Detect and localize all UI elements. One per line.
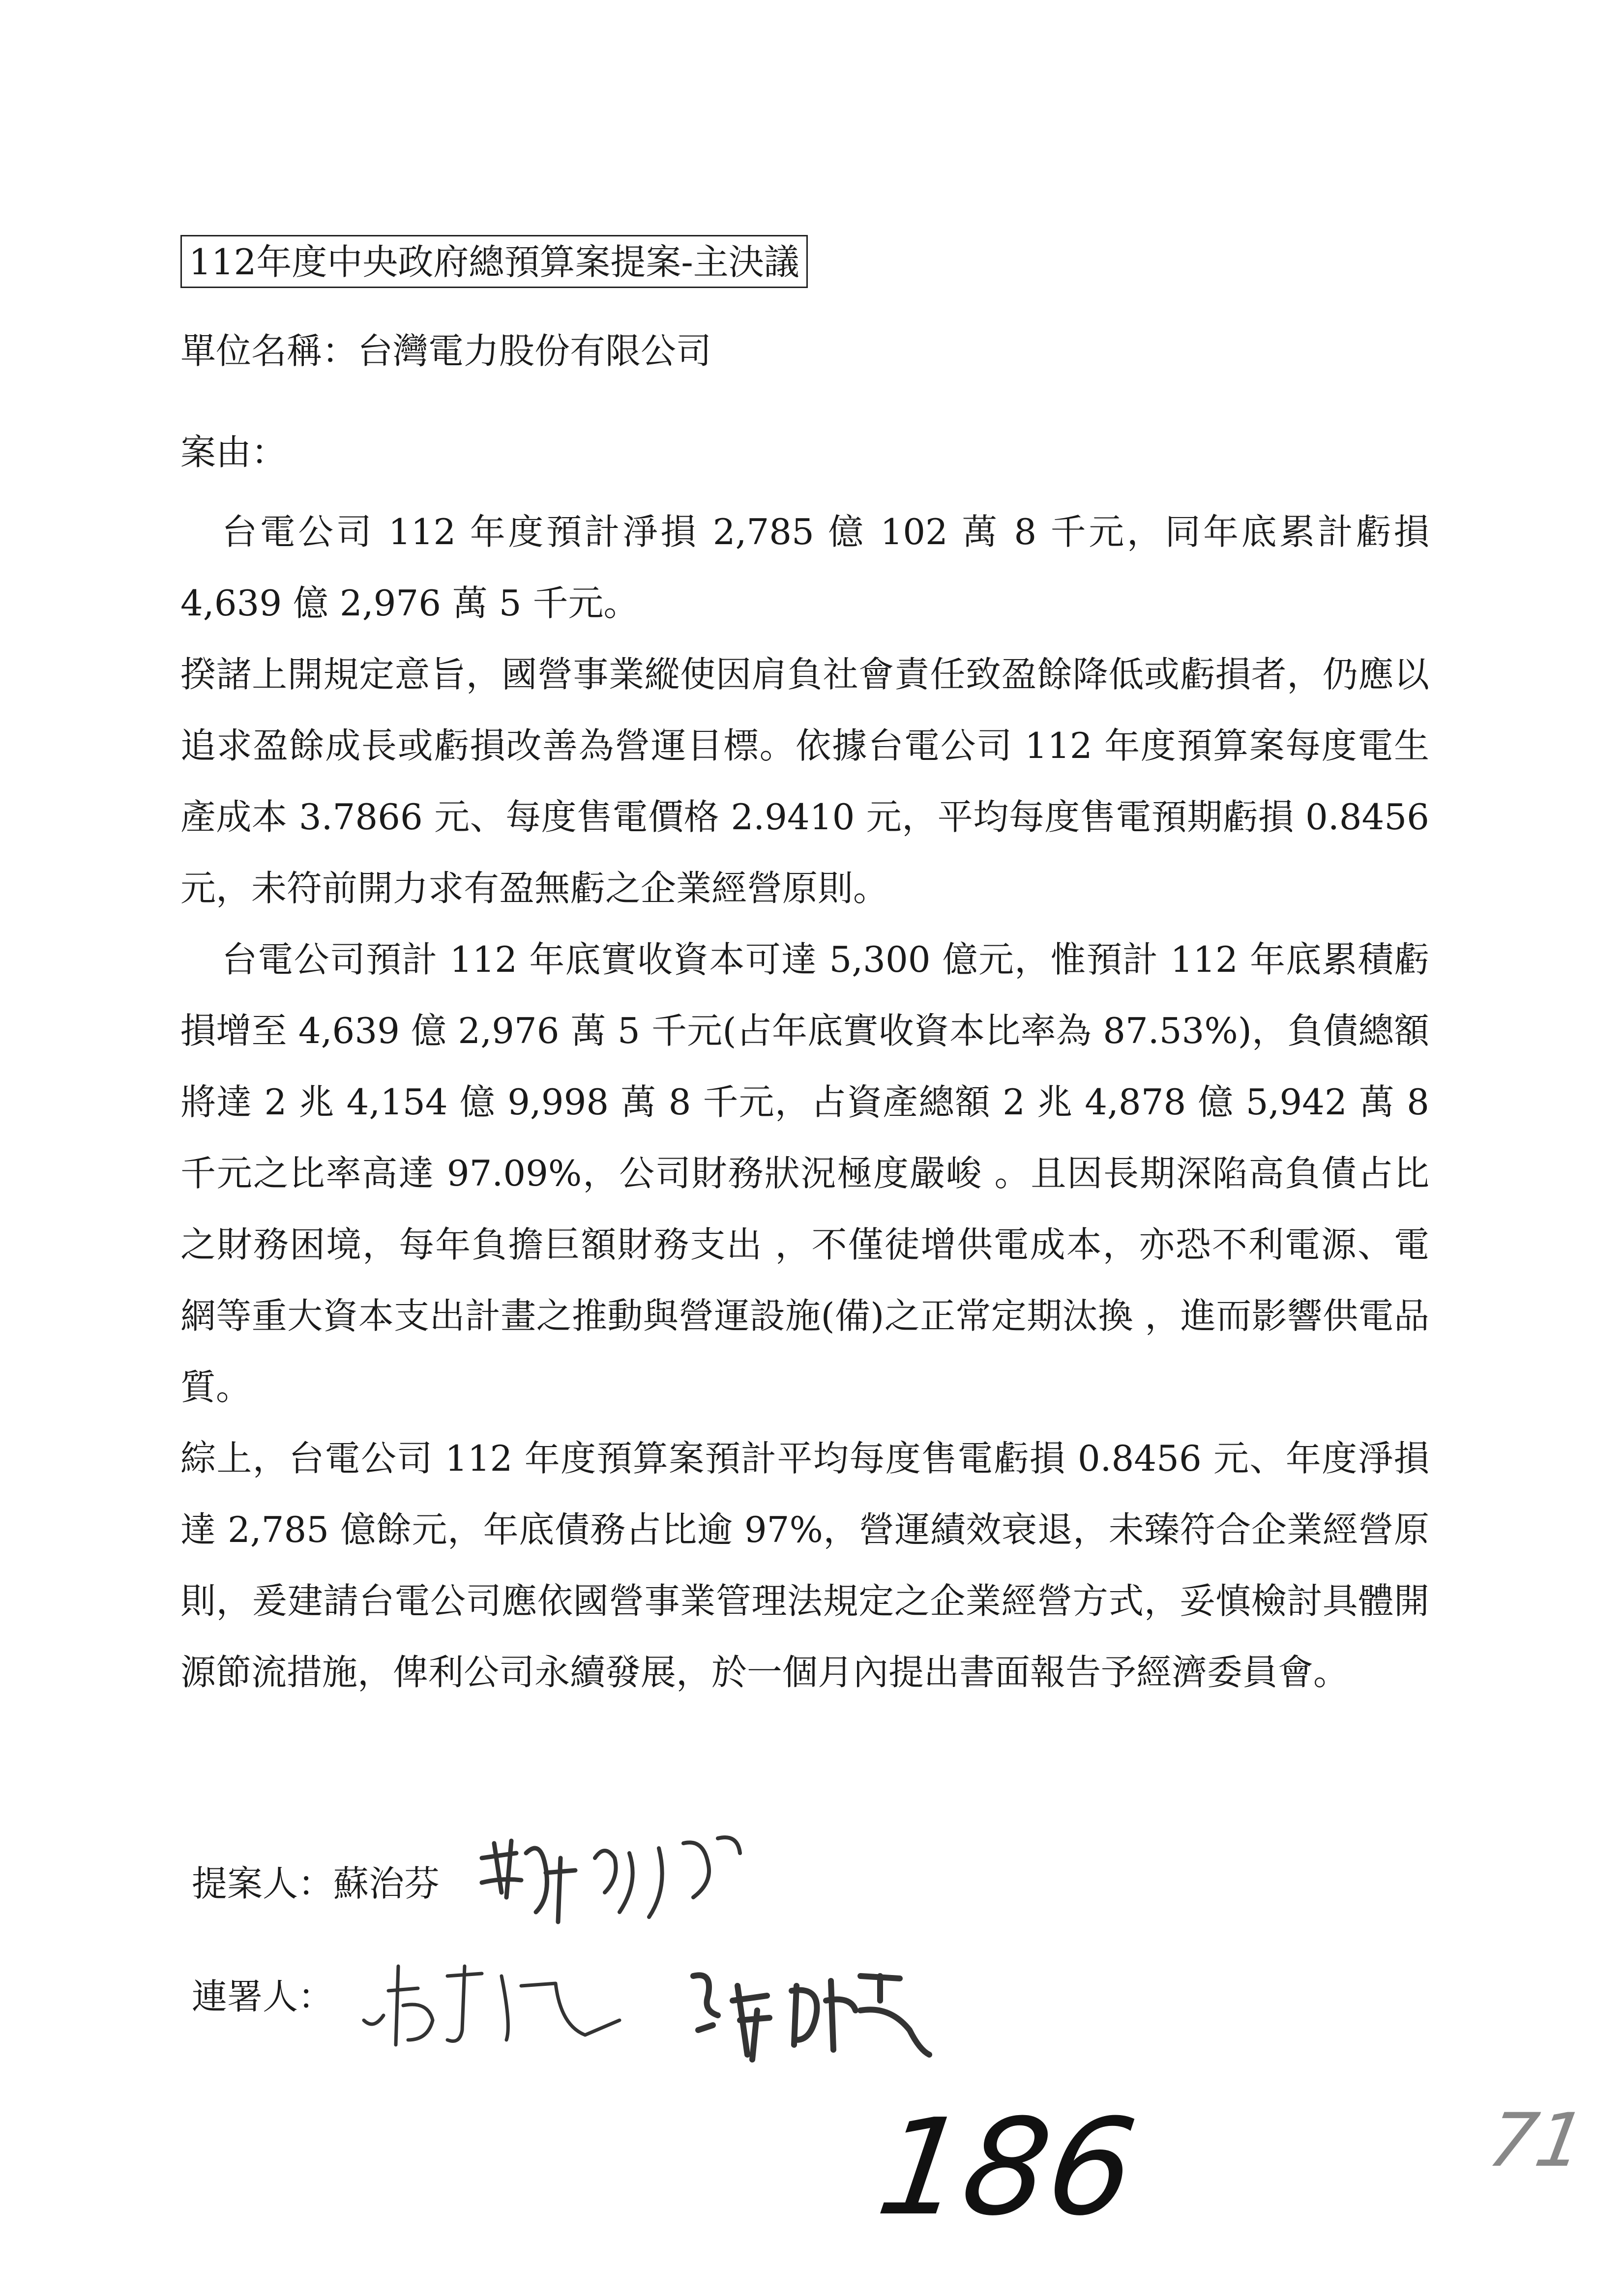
cosigner-signature-1: [354, 1947, 629, 2060]
case-label: 案由：: [180, 432, 287, 473]
proposer-label: 提案人：蘇治芬: [192, 1863, 440, 1904]
paragraph-2: 揆諸上開規定意旨，國營事業縱使因肩負社會責任致盈餘降低或虧損者，仍應以追求盈餘成長或虧損改善為營運目標。依據台電公司 112 年度預算案每度電生產成本 3.7866 元、每度售電價格 2.9410 元，平均每度售電預期虧損 0.8456 元，未符前開力求有盈無虧之企業經營原則。: [180, 654, 1429, 909]
cosigner-line: [192, 1976, 333, 2017]
cosigner-label: 連署人：: [192, 1976, 334, 2017]
document-title: 112年度中央政府總預算案提案-主決議: [180, 235, 808, 288]
case-body: [180, 496, 1429, 1708]
unit-name-line: 單位名稱：台灣電力股份有限公司: [180, 330, 712, 372]
proposer-line: [192, 1863, 440, 1904]
paragraph-3: 台電公司預計 112 年底實收資本可達 5,300 億元，惟預計 112 年底累積虧損增至 4,639 億 2,976 萬 5 千元(占年底實收資本比率為 87.53%)，負債總額將達 2 兆 4,154 億 9,998 萬 8 千元，占資產總額 2 兆 4,878 億 5,942 萬 8 千元之比率高達 97.09%，公司財務狀況極度嚴峻 。且因長期深陷高負債占比之財務困境，每年負擔巨額財務支出 ，不僅徒增供電成本，亦恐不利電源、電網等重大資本支出計畫之推動與營運設施(備)之正常定期汰換 ，進而影響供電品質。: [180, 939, 1429, 1408]
handwritten-page-number: 186: [869, 2090, 1145, 2245]
corner-page-number: 71: [1482, 2098, 1592, 2183]
cosigner-signature-2: [683, 1956, 939, 2069]
paragraph-4: 綜上，台電公司 112 年度預算案預計平均每度售電虧損 0.8456 元、年度淨損達 2,785 億餘元，年底債務占比逾 97%，營運績效衰退，未臻符合企業經營原則，爰建請台電公司應依國營事業管理法規定之企業經營方式，妥慎檢討具體開源節流措施，俾利公司永續發展，於一個月內提出書面報告予經濟委員會。: [180, 1438, 1429, 1693]
proposer-signature: [472, 1824, 747, 1937]
paragraph-1: 台電公司 112 年度預計淨損 2,785 億 102 萬 8 千元，同年底累計虧損 4,639 億 2,976 萬 5 千元。: [180, 511, 1429, 624]
